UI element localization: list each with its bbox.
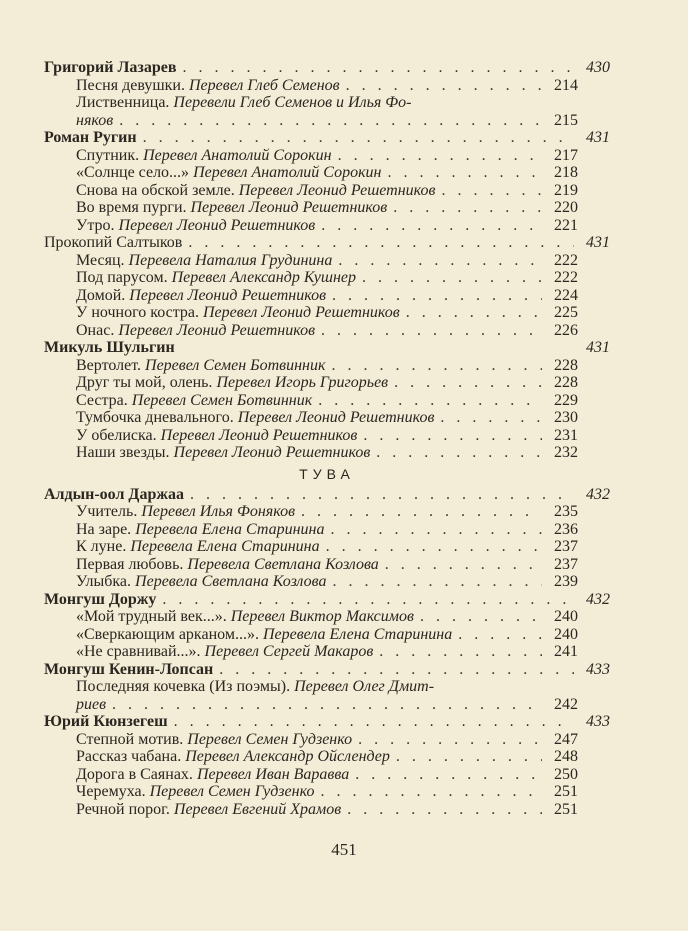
entry-translator: Перевел Леонид Решетников xyxy=(118,216,316,234)
entry-translator-continued: няков xyxy=(76,111,114,129)
entry-page: 222 xyxy=(554,269,578,286)
entry-translator: Перевел Олег Дмит- xyxy=(294,678,435,695)
dot-leader xyxy=(458,626,542,644)
entry-title: «Солнце село...» xyxy=(76,164,190,181)
entry-title: Лиственница. xyxy=(76,94,170,111)
toc-entry xyxy=(44,748,578,766)
dot-leader xyxy=(143,129,574,147)
entry-translator-continued: риев xyxy=(76,695,107,713)
entry-page: 232 xyxy=(554,444,578,461)
dot-leader xyxy=(112,696,542,714)
dot-leader xyxy=(355,766,542,784)
toc-entry-continuation xyxy=(44,112,578,130)
entry-page: 214 xyxy=(554,76,578,94)
entry-translator: Перевел Игорь Григорьев xyxy=(216,374,389,391)
entry-translator: Перевела Елена Старинина xyxy=(262,625,453,643)
dot-leader xyxy=(119,112,542,130)
dot-leader xyxy=(396,748,542,766)
entry-title: Утро. xyxy=(76,216,115,234)
entry-page: 218 xyxy=(554,164,578,181)
entry-translator: Перевел Александр Ойслендер xyxy=(185,748,390,765)
entry-page: 225 xyxy=(554,304,578,321)
entry-translator: Перевел Семен Гудзенко xyxy=(149,783,315,800)
author-name: Прокопий Салтыков xyxy=(44,234,183,251)
entry-translator: Перевел Илья Фоняков xyxy=(141,503,296,520)
toc-entry xyxy=(44,409,578,427)
toc-entry xyxy=(44,252,578,270)
entry-translator: Перевел Александр Кушнер xyxy=(171,269,356,286)
dot-leader xyxy=(326,538,542,556)
toc-entry xyxy=(44,182,578,200)
toc-entry xyxy=(44,521,578,539)
dot-leader xyxy=(393,199,542,217)
entry-page: 230 xyxy=(554,409,578,426)
entry-title: Первая любовь. xyxy=(76,555,184,573)
dot-leader xyxy=(330,521,542,539)
dot-leader xyxy=(358,731,542,749)
toc-entry xyxy=(44,147,578,165)
entry-translator: Перевел Сергей Макаров xyxy=(204,643,374,660)
dot-leader xyxy=(346,77,542,95)
dot-leader xyxy=(320,783,542,801)
toc-entry xyxy=(44,678,578,696)
entry-page: 224 xyxy=(554,286,578,304)
toc-entry xyxy=(44,573,578,591)
entry-translator: Перевели Глеб Семенов и Илья Фо- xyxy=(173,94,412,111)
entry-page: 237 xyxy=(554,538,578,555)
entry-title: Тумбочка дневального. xyxy=(76,409,234,426)
entry-title: Черемуха. xyxy=(76,783,146,800)
entry-page: 236 xyxy=(554,520,578,538)
author-row xyxy=(44,591,610,609)
entry-translator: Перевел Семен Гудзенко xyxy=(187,730,353,748)
entry-page: 240 xyxy=(554,625,578,643)
entry-page: 240 xyxy=(554,608,578,625)
entry-page: 228 xyxy=(554,374,578,391)
entry-title: Спутник. xyxy=(76,146,140,164)
toc-entry xyxy=(44,322,578,340)
toc-entry xyxy=(44,643,578,661)
entry-page: 251 xyxy=(554,783,578,800)
entry-translator: Перевел Семен Ботвинник xyxy=(131,391,313,409)
entry-page: 241 xyxy=(554,643,578,660)
dot-leader xyxy=(332,573,542,591)
entry-page: 239 xyxy=(554,573,578,590)
dot-leader xyxy=(338,147,542,165)
entry-page: 251 xyxy=(554,800,578,818)
entry-title: Учитель. xyxy=(76,503,138,520)
entry-title: Под парусом. xyxy=(76,269,168,286)
dot-leader xyxy=(362,269,542,287)
author-page: 431 xyxy=(586,129,610,146)
entry-title: На заре. xyxy=(76,520,132,538)
entry-title: Во время пурги. xyxy=(76,199,187,216)
toc-entry xyxy=(44,783,578,801)
entry-translator: Перевел Виктор Максимов xyxy=(230,608,414,625)
toc-entry xyxy=(44,374,578,392)
toc-entry xyxy=(44,304,578,322)
dot-leader xyxy=(376,444,542,462)
entry-title: Месяц. xyxy=(76,251,125,269)
entry-translator: Перевела Светлана Козлова xyxy=(187,555,379,573)
dot-leader xyxy=(379,643,542,661)
entry-page: 228 xyxy=(554,356,578,374)
entry-page: 248 xyxy=(554,748,578,765)
toc-entry xyxy=(44,801,578,819)
entry-translator: Перевела Елена Старинина xyxy=(130,538,320,555)
author-name: Монгуш Доржу xyxy=(44,590,157,608)
entry-translator: Перевел Леонид Решетников xyxy=(190,199,388,216)
entry-page: 231 xyxy=(554,426,578,444)
toc-entry xyxy=(44,94,578,112)
author-row xyxy=(44,339,610,357)
entry-title: Песня девушки. xyxy=(76,76,185,94)
toc-entry xyxy=(44,77,578,95)
entry-title: Рассказ чабана. xyxy=(76,748,182,765)
entry-title: Улыбка. xyxy=(76,573,132,590)
entry-translator: Перевел Анатолий Сорокин xyxy=(143,146,332,164)
entry-page: 217 xyxy=(554,146,578,164)
toc-entry xyxy=(44,608,578,626)
author-page: 431 xyxy=(586,339,610,356)
entry-translator: Перевела Наталия Грудинина xyxy=(128,251,333,269)
entry-page: 219 xyxy=(554,181,578,199)
entry-translator: Перевел Леонид Решетников xyxy=(203,304,400,321)
entry-title: Друг ты мой, олень. xyxy=(76,374,213,391)
author-row xyxy=(44,661,610,679)
entry-translator: Перевела Светлана Козлова xyxy=(135,573,327,590)
toc-entry xyxy=(44,269,578,287)
author-page: 432 xyxy=(586,485,610,503)
dot-leader xyxy=(321,322,542,340)
toc-entry xyxy=(44,766,578,784)
entry-page: 237 xyxy=(554,555,578,573)
author-page: 431 xyxy=(586,234,610,251)
dot-leader xyxy=(332,287,542,305)
dot-leader xyxy=(301,503,542,521)
dot-leader xyxy=(338,252,542,270)
entry-title: Речной порог. xyxy=(76,800,170,818)
author-name: Монгуш Кенин-Лопсан xyxy=(44,660,214,678)
entry-page: 229 xyxy=(554,391,578,409)
dot-leader xyxy=(318,392,542,410)
author-row xyxy=(44,129,610,147)
entry-title: Наши звезды. xyxy=(76,444,170,461)
page-number: 451 xyxy=(331,840,357,859)
entry-page: 235 xyxy=(554,503,578,520)
entry-title: Снова на обской земле. xyxy=(76,181,235,199)
entry-translator: Перевел Леонид Решетников xyxy=(237,409,435,426)
section-heading: ТУВА xyxy=(299,465,355,482)
dot-leader xyxy=(219,661,574,679)
entry-translator: Перевела Елена Старинина xyxy=(135,520,325,538)
author-row xyxy=(44,713,610,731)
toc-entry xyxy=(44,164,578,182)
entry-page: 221 xyxy=(554,216,578,234)
dot-leader xyxy=(441,182,542,200)
author-page: 430 xyxy=(586,59,610,76)
entry-title: У обелиска. xyxy=(76,426,157,444)
author-name: Алдын-оол Даржаа xyxy=(44,485,184,503)
toc-entry xyxy=(44,556,578,574)
toc-entry xyxy=(44,392,578,410)
dot-leader xyxy=(440,409,542,427)
dot-leader xyxy=(331,357,542,375)
entry-title: Сестра. xyxy=(76,391,128,409)
toc-entry-continuation xyxy=(44,696,578,714)
entry-title: К луне. xyxy=(76,538,127,555)
entry-translator: Перевел Леонид Решетников xyxy=(160,426,358,444)
entry-translator: Перевел Иван Варавва xyxy=(196,765,350,783)
dot-leader xyxy=(363,427,542,445)
entry-page: 250 xyxy=(554,765,578,783)
dot-leader xyxy=(190,486,574,504)
entry-translator: Перевел Евгений Храмов xyxy=(173,800,342,818)
entry-page: 220 xyxy=(554,199,578,216)
entry-title: «Мой трудный век...». xyxy=(76,608,227,625)
entry-title: «Не сравнивай...». xyxy=(76,643,201,660)
toc-entry xyxy=(44,357,578,375)
toc-entry xyxy=(44,731,578,749)
dot-leader xyxy=(385,556,542,574)
entry-translator: Перевел Анатолий Сорокин xyxy=(193,164,382,181)
entry-translator: Перевел Леонид Решетников xyxy=(129,286,327,304)
entry-title: Дорога в Саянах. xyxy=(76,765,193,783)
dot-leader xyxy=(174,713,574,731)
dot-leader xyxy=(188,234,574,252)
toc-entry xyxy=(44,287,578,305)
author-page: 432 xyxy=(586,590,610,608)
dot-leader xyxy=(162,591,574,609)
author-row xyxy=(44,59,610,77)
author-row xyxy=(44,234,610,252)
author-name: Микуль Шульгин xyxy=(44,339,175,356)
entry-title: Последняя кочевка (Из поэмы). xyxy=(76,678,291,695)
entry-translator: Перевел Леонид Решетников xyxy=(173,444,371,461)
entry-page: 247 xyxy=(554,730,578,748)
dot-leader xyxy=(347,801,542,819)
toc-entry xyxy=(44,199,578,217)
entry-page: 222 xyxy=(554,251,578,269)
entry-page: 215 xyxy=(554,111,578,129)
entry-translator: Перевел Глеб Семенов xyxy=(188,76,340,94)
toc-entry xyxy=(44,503,578,521)
toc-entry xyxy=(44,538,578,556)
entry-title: У ночного костра. xyxy=(76,304,199,321)
author-row xyxy=(44,486,610,504)
toc-entry xyxy=(44,217,578,235)
author-name: Роман Ругин xyxy=(44,129,137,146)
table-of-contents xyxy=(44,59,610,818)
dot-leader xyxy=(321,217,542,235)
toc-entry xyxy=(44,626,578,644)
dot-leader xyxy=(406,304,542,322)
dot-leader xyxy=(182,59,574,77)
dot-leader xyxy=(388,164,543,182)
toc-entry xyxy=(44,444,578,462)
entry-title: Вертолет. xyxy=(76,356,142,374)
entry-title: Онас. xyxy=(76,321,115,339)
toc-entry xyxy=(44,427,578,445)
author-name: Юрий Кюнзегеш xyxy=(44,713,168,730)
entry-translator: Перевел Леонид Решетников xyxy=(238,181,436,199)
dot-leader xyxy=(420,608,542,626)
dot-leader xyxy=(394,374,542,392)
entry-page: 242 xyxy=(554,695,578,713)
entry-title: «Сверкающим арканом...». xyxy=(76,625,259,643)
entry-title: Домой. xyxy=(76,286,126,304)
entry-translator: Перевел Семен Ботвинник xyxy=(145,356,326,374)
entry-title: Степной мотив. xyxy=(76,730,184,748)
entry-translator: Перевел Леонид Решетников xyxy=(118,321,316,339)
author-page: 433 xyxy=(586,713,610,730)
entry-page: 226 xyxy=(554,321,578,339)
author-page: 433 xyxy=(586,660,610,678)
author-name: Григорий Лазарев xyxy=(44,59,177,76)
